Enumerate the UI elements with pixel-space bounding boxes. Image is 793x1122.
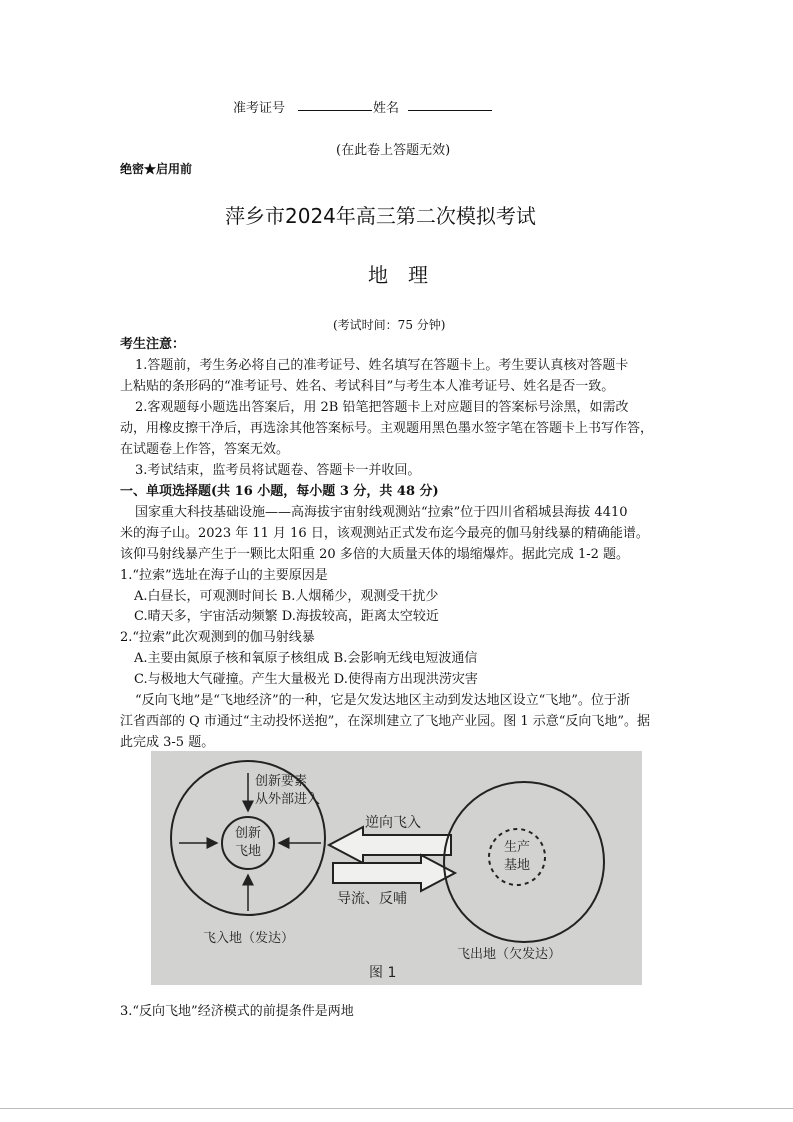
arrow-in-label: 逆向飞入 xyxy=(365,815,421,831)
figure-1 xyxy=(151,751,642,985)
question-1-stem: 1.“拉索”选址在海子山的主要原因是 xyxy=(120,568,328,583)
question-1-options-cd[interactable]: C.晴天多，宇宙活动频繁 D.海拔较高，距离太空较近 xyxy=(134,609,439,624)
arrow-out-label: 导流、反哺 xyxy=(337,891,407,907)
right-center-line2: 基地 xyxy=(503,858,531,873)
fly-out-label: 飞出地（欠发达） xyxy=(457,947,562,962)
feedback-arrow xyxy=(333,855,455,891)
invalid-note: (在此卷上答题无效) xyxy=(336,143,451,158)
question-1-options-ab[interactable]: A.白昼长，可观测时间长 B.人烟稀少，观测受干扰少 xyxy=(134,589,439,604)
top-label-line1: 创新要素 xyxy=(255,774,308,789)
top-label-line2: 从外部进入 xyxy=(255,792,321,807)
innovation-enclave-circle xyxy=(222,817,274,869)
left-center-line1: 创新 xyxy=(234,826,262,841)
notice-line: 1.答题前，考生务必将自己的准考证号、姓名填写在答题卡上。考生要认真核对答题卡 xyxy=(135,358,629,373)
question-2-options-ab[interactable]: A.主要由氮原子核和氧原子核组成 B.会影响无线电短波通信 xyxy=(134,651,478,666)
passage-line: 此完成 3-5 题。 xyxy=(120,735,215,750)
exam-id-label: 准考证号 xyxy=(233,101,286,116)
page-bottom-rule xyxy=(0,1108,793,1109)
exam-id-blank[interactable] xyxy=(298,98,372,111)
exam-duration: (考试时间：75 分钟) xyxy=(333,318,446,332)
notice-line: 2.客观题每小题选出答案后，用 2B 铅笔把答题卡上对应题目的答案标号涂黑，如需改 xyxy=(135,400,629,415)
name-label: 姓名 xyxy=(373,101,400,116)
section-heading: 一、单项选择题(共 16 小题，每小题 3 分，共 48 分) xyxy=(120,484,439,499)
notice-line: 在试题卷上作答，答案无效。 xyxy=(120,442,290,457)
passage-line: 该仰马射线暴产生于一颗比太阳重 20 多倍的大质量天体的塌缩爆炸。据此完成 1-2 题。 xyxy=(120,547,630,562)
passage-line: 国家重大科技基础设施——高海拔宇宙射线观测站“拉索”位于四川省稻城县海拔 4410 xyxy=(135,505,628,520)
question-3-stem: 3.“反向飞地”经济模式的前提条件是两地 xyxy=(120,1004,354,1019)
left-center-line2: 飞地 xyxy=(234,844,262,859)
question-2-stem: 2.“拉索”此次观测到的伽马射线暴 xyxy=(120,630,315,645)
passage-line: 江省西部的 Q 市通过“主动投怀送抱”，在深圳建立了飞地产业园。图 1 示意“反向飞地”。据 xyxy=(120,714,651,729)
right-center-line1: 生产 xyxy=(503,840,531,855)
name-blank[interactable] xyxy=(408,98,492,111)
page-title: 萍乡市2024年高三第二次模拟考试 xyxy=(225,204,536,228)
figure-1-diagram xyxy=(151,751,642,985)
subject-title: 地 理 xyxy=(368,263,428,287)
production-base-circle xyxy=(489,829,545,885)
notice-line: 上粘贴的条形码的“准考证号、姓名、考试科目”与考生本人准考证号、姓名是否一致。 xyxy=(120,379,615,394)
passage-line: 米的海子山。2023 年 11 月 16 日，该观测站正式发布迄今最亮的伽马射线暴的精确能谱。 xyxy=(120,526,649,541)
question-2-options-cd[interactable]: C.与极地大气碰撞。产生大量极光 D.使得南方出现洪涝灾害 xyxy=(134,672,478,687)
fly-in-label: 飞入地（发达） xyxy=(203,931,295,946)
secret-label: 绝密★启用前 xyxy=(120,162,193,176)
notice-line: 3.考试结束，监考员将试题卷、答题卡一并收回。 xyxy=(135,463,421,478)
notice-line: 动，用橡皮擦干净后，再选涂其他答案标号。主观题用黑色墨水签字笔在答题卡上书写作答， xyxy=(120,421,654,436)
figure-caption: 图 1 xyxy=(369,965,397,981)
reverse-fly-in-arrow xyxy=(329,827,451,863)
passage-line: “反向飞地”是“飞地经济”的一种，它是欠发达地区主动到发达地区设立“飞地”。位于浙 xyxy=(135,693,630,708)
notice-heading: 考生注意： xyxy=(120,337,186,352)
